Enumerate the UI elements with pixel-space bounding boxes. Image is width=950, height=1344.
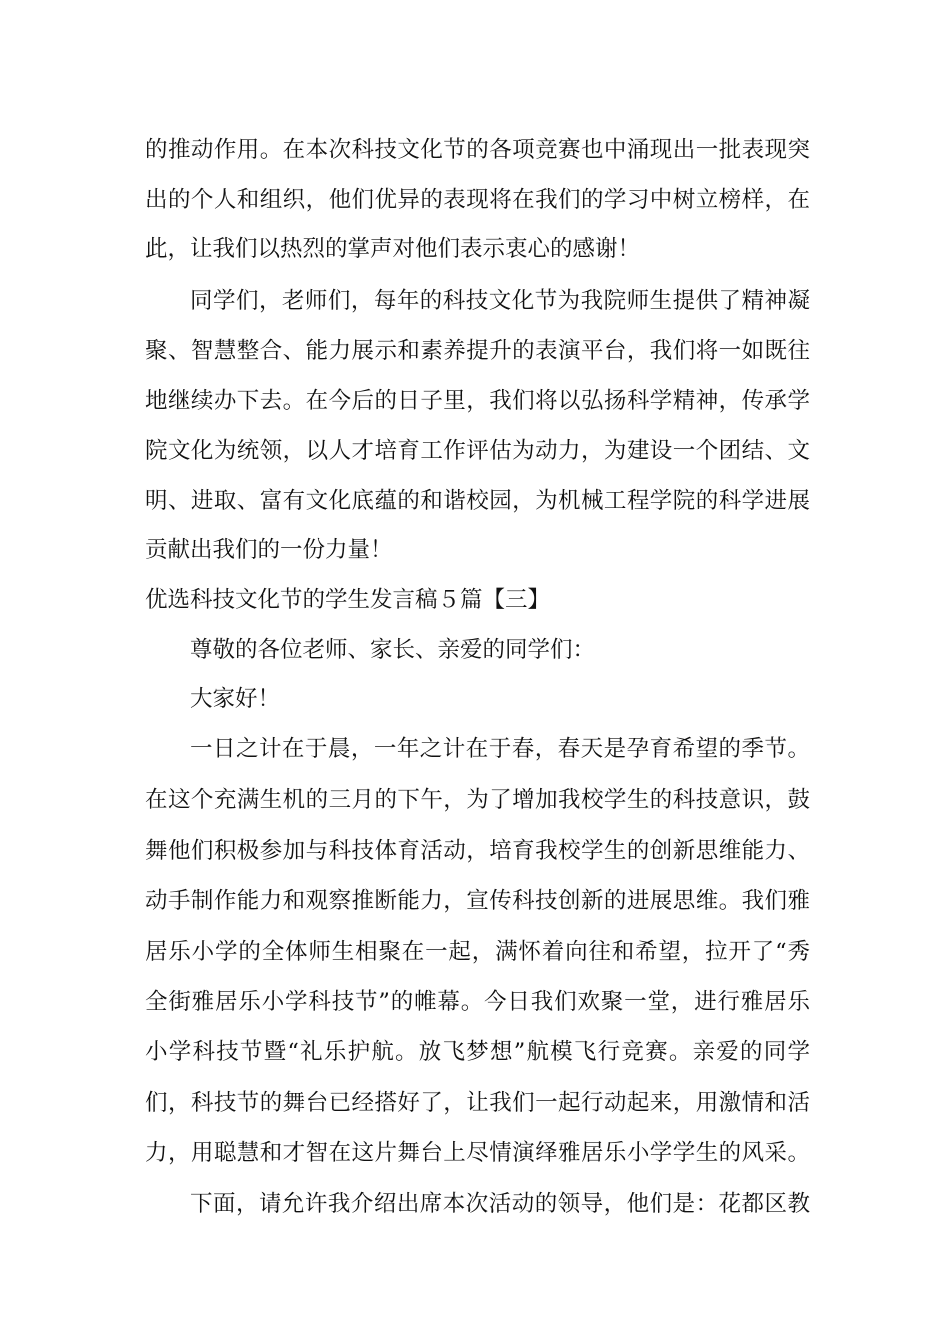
paragraph-line: 全街雅居乐小学科技节”的帷幕。今日我们欢聚一堂，进行雅居乐 — [145, 989, 810, 1015]
paragraph-line: 下面，请允许我介绍出席本次活动的领导，他们是：花都区教 — [190, 1191, 810, 1217]
paragraph-line: 舞他们积极参加与科技体育活动，培育我校学生的创新思维能力、 — [145, 838, 810, 864]
paragraph-line: 在这个充满生机的三月的下午，为了增加我校学生的科技意识，鼓 — [145, 787, 810, 813]
greeting-line: 大家好！ — [190, 686, 281, 712]
paragraph-line: 一日之计在于晨，一年之计在于春，春天是孕育希望的季节。 — [190, 736, 810, 762]
paragraph-line: 们，科技节的舞台已经搭好了，让我们一起行动起来，用激情和活 — [145, 1090, 810, 1116]
paragraph-line: 的推动作用。在本次科技文化节的各项竞赛也中涌现出一批表现突 — [145, 137, 810, 163]
paragraph-line: 小学科技节暨“礼乐护航。放飞梦想”航模飞行竞赛。亲爱的同学 — [145, 1039, 810, 1065]
paragraph-line: 居乐小学的全体师生相聚在一起，满怀着向往和希望，拉开了“秀 — [145, 939, 810, 965]
paragraph-line: 院文化为统领，以人才培育工作评估为动力，为建设一个团结、文 — [145, 438, 810, 464]
paragraph-line: 地继续办下去。在今后的日子里，我们将以弘扬科学精神，传承学 — [145, 388, 810, 414]
salutation-line: 尊敬的各位老师、家长、亲爱的同学们： — [190, 637, 596, 663]
paragraph-line: 聚、智慧整合、能力展示和素养提升的表演平台，我们将一如既往 — [145, 338, 810, 364]
paragraph-line: 此，让我们以热烈的掌声对他们表示衷心的感谢！ — [145, 236, 641, 262]
paragraph-line: 力，用聪慧和才智在这片舞台上尽情演绎雅居乐小学学生的风采。 — [145, 1140, 810, 1166]
paragraph-line: 明、进取、富有文化底蕴的和谐校园，为机械工程学院的科学进展 — [145, 488, 810, 514]
paragraph-line: 动手制作能力和观察推断能力，宣传科技创新的进展思维。我们雅 — [145, 888, 810, 914]
section-heading: 优选科技文化节的学生发言稿５篇【三】 — [145, 587, 551, 613]
paragraph-line: 出的个人和组织，他们优异的表现将在我们的学习中树立榜样，在 — [145, 187, 810, 213]
paragraph-line: 同学们，老师们，每年的科技文化节为我院师生提供了精神凝 — [190, 288, 810, 314]
paragraph-line: 贡献出我们的一份力量！ — [145, 537, 393, 563]
